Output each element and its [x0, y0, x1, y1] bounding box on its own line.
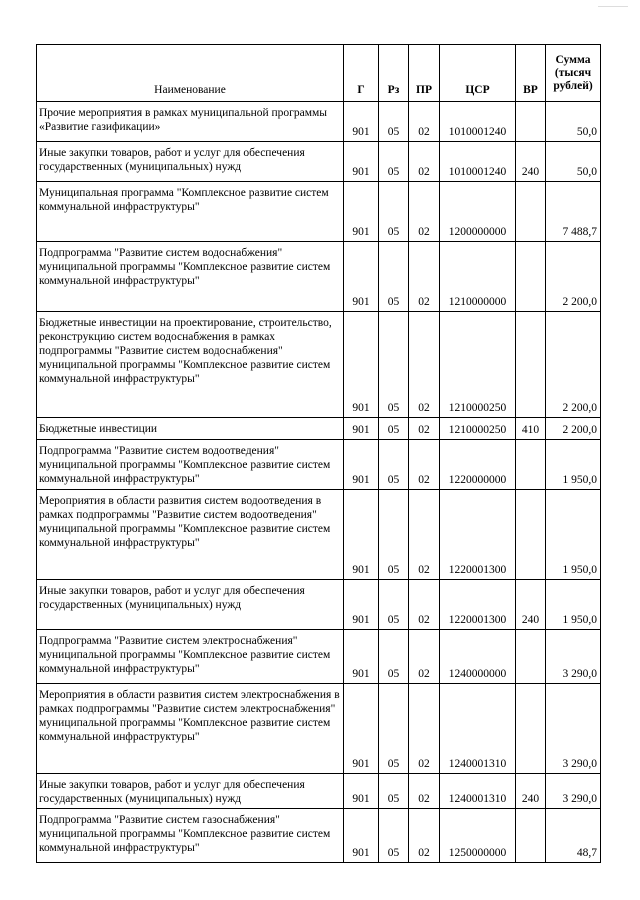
cell-vr [516, 102, 546, 142]
header-pr: ПР [409, 45, 440, 102]
cell-vr [516, 809, 546, 863]
table-row [37, 630, 601, 684]
header-g: Г [344, 45, 379, 102]
cell-csr: 1240001310 [440, 774, 516, 809]
table-row [37, 684, 601, 774]
cell-pr: 02 [409, 580, 440, 630]
table-row [37, 102, 601, 142]
header-csr: ЦСР [440, 45, 516, 102]
table-row [37, 580, 601, 630]
header-vr: ВР [516, 45, 546, 102]
cell-vr [516, 630, 546, 684]
cell-csr: 1200000000 [440, 182, 516, 242]
cell-g: 901 [344, 182, 379, 242]
cell-vr: 240 [516, 142, 546, 182]
cell-g: 901 [344, 142, 379, 182]
cell-g: 901 [344, 312, 379, 418]
cell-vr [516, 684, 546, 774]
cell-vr [516, 182, 546, 242]
cell-pr: 02 [409, 312, 440, 418]
cell-g: 901 [344, 440, 379, 490]
cell-pr: 02 [409, 440, 440, 490]
cell-g: 901 [344, 242, 379, 312]
cell-vr [516, 242, 546, 312]
cell-g: 901 [344, 684, 379, 774]
cell-csr: 1210000250 [440, 418, 516, 440]
cell-csr: 1240001310 [440, 684, 516, 774]
cell-sum: 2 200,0 [546, 418, 601, 440]
cell-name: Муниципальная программа "Комплексное развитие систем коммунальной инфраструктуры" [37, 182, 344, 242]
cell-rz: 05 [379, 102, 409, 142]
cell-name: Подпрограмма "Развитие систем водоснабжения" муниципальной программы "Комплексное развитие систем коммунальной инфраструктуры" [37, 242, 344, 312]
cell-rz: 05 [379, 142, 409, 182]
cell-rz: 05 [379, 418, 409, 440]
cell-vr: 240 [516, 774, 546, 809]
cell-vr: 410 [516, 418, 546, 440]
table-row [37, 182, 601, 242]
cell-rz: 05 [379, 684, 409, 774]
cell-sum: 2 200,0 [546, 312, 601, 418]
table-row [37, 774, 601, 809]
cell-g: 901 [344, 102, 379, 142]
cell-name: Подпрограмма "Развитие систем водоотведения" муниципальной программы "Комплексное развитие систем коммунальной инфраструктуры" [37, 440, 344, 490]
cell-rz: 05 [379, 440, 409, 490]
cell-sum: 3 290,0 [546, 774, 601, 809]
cell-sum: 1 950,0 [546, 580, 601, 630]
cell-csr: 1010001240 [440, 142, 516, 182]
cell-name: Подпрограмма "Развитие систем электроснабжения" муниципальной программы "Комплексное развитие систем коммунальной инфраструктуры" [37, 630, 344, 684]
cell-rz: 05 [379, 630, 409, 684]
cell-pr: 02 [409, 774, 440, 809]
cell-name: Иные закупки товаров, работ и услуг для обеспечения государственных (муниципальных) нужд [37, 580, 344, 630]
cell-sum: 1 950,0 [546, 440, 601, 490]
cell-csr: 1220001300 [440, 580, 516, 630]
cell-sum: 2 200,0 [546, 242, 601, 312]
header-sum: Сумма (тысяч рублей) [546, 45, 601, 102]
cell-g: 901 [344, 418, 379, 440]
cell-rz: 05 [379, 809, 409, 863]
cell-csr: 1210000250 [440, 312, 516, 418]
table-row [37, 242, 601, 312]
cell-pr: 02 [409, 182, 440, 242]
cell-g: 901 [344, 490, 379, 580]
cell-csr: 1220000000 [440, 440, 516, 490]
cell-rz: 05 [379, 774, 409, 809]
cell-name: Мероприятия в области развития систем электроснабжения в рамках подпрограммы "Развитие систем электроснабжения" муниципальной программы "Комплексное развитие систем коммунальной инфраструктуры" [37, 684, 344, 774]
cell-vr: 240 [516, 580, 546, 630]
header-name: Наименование [37, 45, 344, 102]
header-rz: Рз [379, 45, 409, 102]
cell-name: Прочие мероприятия в рамках муниципальной программы «Развитие газификации» [37, 102, 344, 142]
budget-table [36, 44, 601, 863]
cell-sum: 50,0 [546, 142, 601, 182]
table-row [37, 142, 601, 182]
cell-rz: 05 [379, 242, 409, 312]
cell-csr: 1220001300 [440, 490, 516, 580]
cell-name: Иные закупки товаров, работ и услуг для обеспечения государственных (муниципальных) нужд [37, 774, 344, 809]
cell-vr [516, 490, 546, 580]
table-row [37, 312, 601, 418]
table-body [37, 102, 601, 863]
cell-g: 901 [344, 580, 379, 630]
cell-pr: 02 [409, 102, 440, 142]
cell-rz: 05 [379, 312, 409, 418]
cell-rz: 05 [379, 490, 409, 580]
cell-vr [516, 312, 546, 418]
cell-name: Иные закупки товаров, работ и услуг для обеспечения государственных (муниципальных) нужд [37, 142, 344, 182]
table-row [37, 809, 601, 863]
cell-name: Мероприятия в области развития систем водоотведения в рамках подпрограммы "Развитие систем водоотведения" муниципальной программы "Комплексное развитие систем коммунальной инфраструктуры" [37, 490, 344, 580]
cell-name: Бюджетные инвестиции на проектирование, строительство, реконструкцию систем водоснабжения в рамках подпрограммы "Развитие систем водоснабжения" муниципальной программы "Комплексное развитие систем коммунальной инфраструктуры" [37, 312, 344, 418]
cell-csr: 1240000000 [440, 630, 516, 684]
cell-sum: 3 290,0 [546, 630, 601, 684]
cell-sum: 1 950,0 [546, 490, 601, 580]
table-row [37, 490, 601, 580]
scan-mark [598, 6, 628, 7]
cell-rz: 05 [379, 580, 409, 630]
cell-csr: 1210000000 [440, 242, 516, 312]
cell-csr: 1250000000 [440, 809, 516, 863]
cell-pr: 02 [409, 242, 440, 312]
cell-pr: 02 [409, 684, 440, 774]
cell-pr: 02 [409, 142, 440, 182]
cell-sum: 50,0 [546, 102, 601, 142]
cell-pr: 02 [409, 809, 440, 863]
cell-sum: 48,7 [546, 809, 601, 863]
cell-name: Бюджетные инвестиции [37, 418, 344, 440]
cell-rz: 05 [379, 182, 409, 242]
cell-sum: 3 290,0 [546, 684, 601, 774]
budget-table-page [36, 44, 600, 863]
cell-csr: 1010001240 [440, 102, 516, 142]
cell-pr: 02 [409, 630, 440, 684]
table-row [37, 418, 601, 440]
cell-g: 901 [344, 809, 379, 863]
cell-vr [516, 440, 546, 490]
table-row [37, 440, 601, 490]
cell-g: 901 [344, 774, 379, 809]
cell-g: 901 [344, 630, 379, 684]
cell-sum: 7 488,7 [546, 182, 601, 242]
table-header-row [37, 45, 601, 102]
cell-pr: 02 [409, 418, 440, 440]
cell-name: Подпрограмма "Развитие систем газоснабжения" муниципальной программы "Комплексное развитие систем коммунальной инфраструктуры" [37, 809, 344, 863]
cell-pr: 02 [409, 490, 440, 580]
